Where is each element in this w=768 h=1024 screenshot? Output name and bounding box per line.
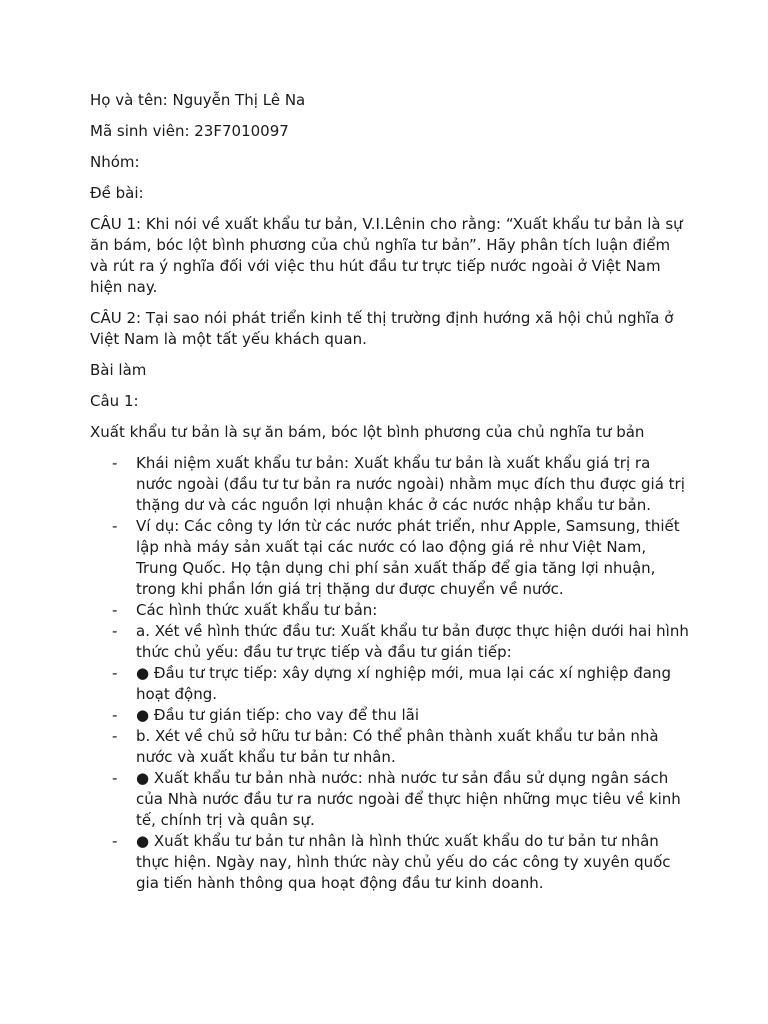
list-dash: -: [112, 454, 118, 472]
list-item-text: ● Xuất khẩu tư bản nhà nước: nhà nước tư sản đầu sử dụng ngân sách của Nhà nước đầu tư ra nước ngoài để thực hiện những mục tiêu về kinh tế, chính trị và quân sự.: [136, 769, 681, 829]
list-item-text: ● Đầu tư trực tiếp: xây dựng xí nghiệp mới, mua lại các xí nghiệp đang hoạt động.: [136, 664, 671, 703]
group-label: Nhóm:: [90, 153, 140, 171]
list-item-text: Ví dụ: Các công ty lớn từ các nước phát triển, như Apple, Samsung, thiết lập nhà máy sản xuất tại các nước có lao động giá rẻ như Việt Nam, Trung Quốc. Họ tận dụng chi phí sản xuất thấp để gia tăng lợi nhuận, trong khi phần lớn giá trị thặng dư được chuyển về nước.: [136, 517, 680, 598]
list-item: [90, 768, 690, 831]
list-item-text: b. Xét về chủ sở hữu tư bản: Có thể phân thành xuất khẩu tư bản nhà nước và xuất khẩu tư bản tư nhân.: [136, 727, 659, 766]
answer-topic: Xuất khẩu tư bản là sự ăn bám, bóc lột bình phương của chủ nghĩa tư bản: [90, 423, 645, 441]
list-item-text: ● Xuất khẩu tư bản tư nhân là hình thức xuất khẩu do tư bản tư nhân thực hiện. Ngày nay, hình thức này chủ yếu do các công ty xuyên quốc gia tiến hành thông qua hoạt động đầu tư kinh doanh.: [136, 832, 671, 892]
list-dash: -: [112, 664, 118, 682]
list-item-text: Khái niệm xuất khẩu tư bản: Xuất khẩu tư bản là xuất khẩu giá trị ra nước ngoài (đầu tư tư bản ra nước ngoài) nhằm mục đích thu được giá trị thặng dư và các nguồn lợi nhuận khác ở các nước nhập khẩu tư bản.: [136, 454, 685, 514]
question-2: CÂU 2: Tại sao nói phát triển kinh tế thị trường định hướng xã hội chủ nghĩa ở Việt Nam là một tất yếu khách quan.: [90, 309, 674, 348]
answer-heading: Bài làm: [90, 361, 147, 379]
assignment-label: Đề bài:: [90, 184, 144, 202]
list-item: [90, 621, 690, 663]
list-item-text: ● Đầu tư gián tiếp: cho vay để thu lãi: [136, 706, 420, 724]
list-item-text: a. Xét về hình thức đầu tư: Xuất khẩu tư bản được thực hiện dưới hai hình thức chủ yếu: đầu tư trực tiếp và đầu tư gián tiếp:: [136, 622, 689, 661]
list-dash: -: [112, 832, 118, 850]
student-id: Mã sinh viên: 23F7010097: [90, 122, 289, 140]
list-item: [90, 516, 690, 600]
list-dash: -: [112, 727, 118, 745]
list-item: [90, 831, 690, 894]
answer-section-label: Câu 1:: [90, 392, 139, 410]
question-1: CÂU 1: Khi nói về xuất khẩu tư bản, V.I.Lênin cho rằng: “Xuất khẩu tư bản là sự ăn bám, bóc lột bình phương của chủ nghĩa tư bản”. Hãy phân tích luận điểm và rút ra ý nghĩa đối với việc thu hút đầu tư trực tiếp nước ngoài ở Việt Nam hiện nay.: [90, 215, 683, 296]
list-dash: -: [112, 517, 118, 535]
list-dash: -: [112, 769, 118, 787]
document-page: [90, 90, 690, 894]
list-dash: -: [112, 601, 118, 619]
student-name: Họ và tên: Nguyễn Thị Lê Na: [90, 91, 306, 109]
list-item: [90, 453, 690, 516]
list-item: [90, 600, 690, 621]
list-item: [90, 726, 690, 768]
list-dash: -: [112, 622, 118, 640]
list-item-text: Các hình thức xuất khẩu tư bản:: [136, 601, 378, 619]
list-item: [90, 705, 690, 726]
list-dash: -: [112, 706, 118, 724]
answer-list: [90, 453, 690, 894]
list-item: [90, 663, 690, 705]
